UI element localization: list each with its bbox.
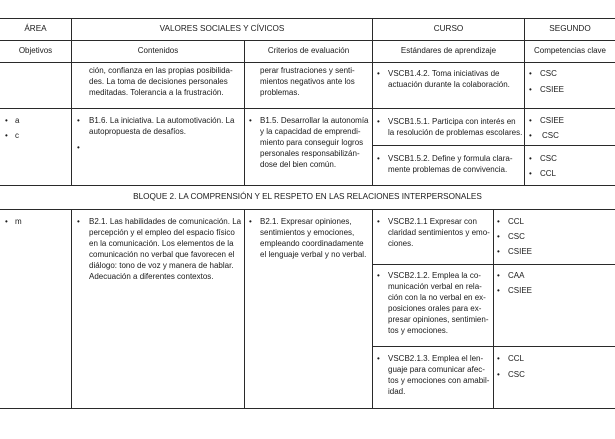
subject-title: VALORES SOCIALES Y CÍVICOS: [159, 24, 285, 33]
row3-estandar-2-line: VSCB2.1.2. Emplea la co-: [388, 271, 481, 280]
course-label: CURSO: [433, 24, 464, 33]
row3-criterios-line: el lenguaje verbal y no verbal.: [260, 250, 367, 259]
row1-criterios-line: problemas.: [260, 88, 300, 97]
row1-criterios-line: mientos negativos ante los: [260, 77, 355, 86]
col-divider-criterios: [372, 18, 373, 185]
row3-competencia-3: CSC: [508, 370, 525, 379]
row3-objetivo: m: [15, 217, 22, 226]
row2-competencia-a: CSC: [542, 131, 559, 140]
area-label: ÁREA: [24, 24, 47, 33]
bullet-icon: •: [529, 169, 532, 178]
course-value: SEGUNDO: [549, 24, 591, 33]
row3-estandar-3-line: tos y emociones con amabil-: [388, 376, 490, 385]
row1-divider: [0, 108, 615, 109]
row1-competencia: CSIEE: [540, 85, 565, 94]
row3-contenidos-line: B2.1. Las habilidades de comunicación. La: [89, 217, 242, 226]
col-header-contenidos: Contenidos: [137, 46, 179, 55]
bullet-icon: •: [497, 354, 500, 363]
row2-criterios-line: dose del bien común.: [260, 160, 337, 169]
row3-competencia-2: CAA: [508, 271, 525, 280]
bullet-icon: •: [377, 69, 380, 78]
row2-divider: [0, 185, 615, 186]
row3-estandar-2-line: posiciones orales para ex-: [388, 304, 482, 313]
bullet-icon: •: [497, 217, 500, 226]
col-divider-estandares: [524, 18, 525, 185]
row3-contenidos-line: comunicación no verbal que favorecen el: [89, 250, 235, 259]
row1-contenidos-line: ción, confianza en las propias posibilida-: [89, 66, 233, 75]
col-divider-objetivos-lower: [71, 209, 72, 408]
row1-estandar-line: actuación durante la colaboración.: [388, 80, 510, 89]
row3-estandar-1-line: VSCB2.1.1 Expresar con: [388, 217, 477, 226]
row1-contenidos-line: meditadas. Tolerancia a la frustración.: [89, 88, 224, 97]
table-border-top: [0, 18, 615, 19]
row1-competencia: CSC: [540, 69, 557, 78]
row2-criterios-line: miento para conseguir logros: [260, 138, 364, 147]
row3-estandar-2-line: ción con la no verbal en ex-: [388, 293, 486, 302]
row2-competencia-b: CCL: [540, 169, 557, 178]
row2-estandar-b-line: mente problemas de convivencia.: [388, 165, 508, 174]
row3-competencia-1: CSC: [508, 232, 525, 241]
bullet-icon: •: [5, 131, 8, 140]
row3-competencia-3: CCL: [508, 354, 525, 363]
row3-criterios-line: B2.1. Expresar opiniones,: [260, 217, 352, 226]
bullet-icon: •: [497, 271, 500, 280]
block2-title: BLOQUE 2. LA COMPRENSIÓN Y EL RESPETO EN LAS RELACIONES INTERPERSONALES: [133, 192, 482, 201]
column-header-divider: [0, 62, 615, 63]
row3-contenidos-line: Adecuación a diferentes contextos.: [89, 272, 214, 281]
bullet-icon: •: [377, 271, 380, 280]
bullet-icon: •: [249, 217, 252, 226]
bullet-icon: •: [497, 370, 500, 379]
bullet-icon: •: [497, 286, 500, 295]
bullet-icon: •: [377, 217, 380, 226]
bullet-icon: •: [529, 116, 532, 125]
bullet-icon: •: [249, 116, 252, 125]
row3-estandar-3-line: idad.: [388, 387, 406, 396]
bullet-icon: •: [5, 217, 8, 226]
row3-competencia-1: CCL: [508, 217, 525, 226]
row1-estandar-line: VSCB1.4.2. Toma iniciativas de: [388, 69, 500, 78]
col-header-estandares: Estándares de aprendizaje: [400, 46, 497, 55]
bullet-icon: •: [529, 131, 532, 140]
bullet-icon: •: [529, 85, 532, 94]
row2-estandar-a-line: VSCB1.5.1. Participa con interés en: [388, 117, 516, 126]
row3-contenidos-line: en la comunicación. Los elementos de la: [89, 239, 234, 248]
bullet-icon: •: [377, 354, 380, 363]
row3-estandar-1-line: claridad sentimientos y emo-: [388, 228, 490, 237]
col-header-criterios: Criterios de evaluación: [267, 46, 350, 55]
bullet-icon: •: [77, 143, 80, 152]
row2-contenidos-line: B1.6. La iniciativa. La automotivación. La: [89, 116, 235, 125]
row3-estandar-3-line: guaje para comunicar afec-: [388, 365, 485, 374]
header-divider: [0, 40, 615, 41]
col-divider-criterios-lower: [372, 209, 373, 408]
row2-competencia-b: CSC: [540, 154, 557, 163]
table-border-bottom: [0, 408, 615, 409]
row3-estandar-2-line: presar opiniones, sentimien-: [388, 315, 489, 324]
row3-contenidos-line: percepción y el empleo del espacio físico: [89, 228, 235, 237]
col-divider-objetivos: [71, 18, 72, 185]
bullet-icon: •: [497, 247, 500, 256]
row3-competencia-2: CSIEE: [508, 286, 533, 295]
row3-competencia-1: CSIEE: [508, 247, 533, 256]
row2-competencia-a: CSIEE: [540, 116, 565, 125]
bullet-icon: •: [377, 117, 380, 126]
col-header-competencias: Competencias clave: [533, 46, 607, 55]
row3-estandar-2-line: municación verbal en rela-: [388, 282, 482, 291]
row1-criterios-line: perar frustraciones y senti-: [260, 66, 355, 75]
bullet-icon: •: [377, 154, 380, 163]
row3-criterios-line: empleando coordinadamente: [260, 239, 364, 248]
row3-contenidos-line: diálogo: tono de voz y manera de hablar.: [89, 261, 234, 270]
bullet-icon: •: [5, 116, 8, 125]
row3-criterios-line: sentimientos y emociones,: [260, 228, 355, 237]
col-divider-contenidos-lower: [244, 209, 245, 408]
row2-inner-divider: [372, 145, 615, 146]
bullet-icon: •: [529, 154, 532, 163]
col-header-objetivos: Objetivos: [18, 46, 53, 55]
bullet-icon: •: [529, 69, 532, 78]
row2-contenidos-line: autopropuesta de desafíos.: [89, 127, 186, 136]
row2-estandar-b-line: VSCB1.5.2. Define y formula clara-: [388, 154, 513, 163]
row2-criterios-line: personales responsabilizán-: [260, 149, 360, 158]
row1-contenidos-line: des. La toma de decisiones personales: [89, 77, 228, 86]
col-divider-contenidos: [244, 40, 245, 185]
row2-estandar-a-line: la resolución de problemas escolares.: [388, 128, 523, 137]
row3-estandar-1-line: ciones.: [388, 239, 414, 248]
row3-estandar-3-line: VSCB2.1.3. Emplea el len-: [388, 354, 484, 363]
bullet-icon: •: [77, 217, 80, 226]
row2-objetivo: a: [15, 116, 20, 125]
row2-criterios-line: y la capacidad de emprendi-: [260, 127, 361, 136]
block2-divider: [0, 209, 615, 210]
row3-estandar-2-line: tos y emociones.: [388, 326, 449, 335]
bullet-icon: •: [77, 116, 80, 125]
col-divider-row3-estandares: [493, 209, 494, 408]
bullet-icon: •: [497, 232, 500, 241]
row2-objetivo: c: [15, 131, 19, 140]
row2-criterios-line: B1.5. Desarrollar la autonomía: [260, 116, 369, 125]
